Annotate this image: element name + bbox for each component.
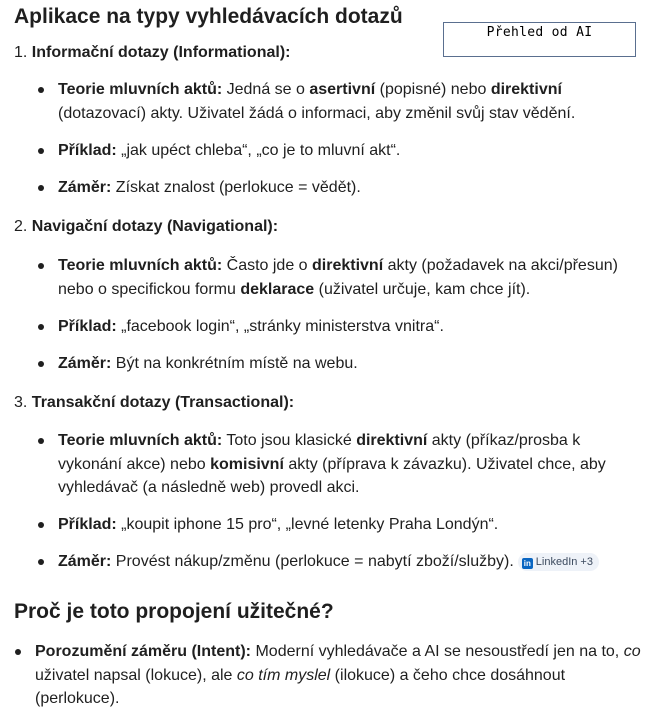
section-3-heading bbox=[14, 394, 294, 412]
bullet-label: Záměr: bbox=[58, 553, 112, 570]
section-title: Informační dotazy (Informational): bbox=[31, 44, 291, 61]
linkedin-icon: in bbox=[523, 559, 531, 568]
bullet-label: Záměr: bbox=[58, 355, 112, 372]
source-chip[interactable] bbox=[518, 553, 599, 571]
section-heading: Proč je toto propojení užitečné? bbox=[14, 600, 334, 623]
bullet-label: Teorie mluvních aktů: bbox=[58, 257, 223, 274]
bullet-italic: co bbox=[623, 643, 641, 660]
source-chip-label: LinkedIn +3 bbox=[535, 556, 593, 568]
bullet-text: akty (požadavek na akci/přesun) nebo o specifickou formu bbox=[58, 257, 618, 298]
bullet-text: akty (příprava k závazku). Uživatel chce, aby vyhledávač (a následně web) provedl akci. bbox=[58, 455, 606, 496]
bullet-text: „jak upéct chleba“, „co je to mluvní akt“. bbox=[116, 142, 401, 159]
section-number: 2. bbox=[14, 218, 28, 235]
bullet-text: (popisné) nebo bbox=[375, 81, 491, 98]
bullet-text: Provést nákup/změnu (perlokuce = nabytí zboží/služby). bbox=[111, 553, 514, 570]
bullet-emphasis: asertivní bbox=[309, 81, 376, 98]
page-title: Aplikace na typy vyhledávacích dotazů bbox=[14, 5, 403, 28]
bullet-text: Často jde o bbox=[222, 257, 313, 274]
bullet-text: Toto jsou klasické bbox=[222, 432, 357, 449]
bullet-text: akty (příkaz/prosba k vykonání akce) nebo bbox=[58, 432, 581, 473]
bullet-text: Získat znalost (perlokuce = vědět). bbox=[111, 179, 361, 196]
list-item bbox=[58, 550, 599, 574]
section-2-heading bbox=[14, 218, 278, 236]
section-number: 1. bbox=[14, 44, 28, 61]
list-item bbox=[58, 254, 638, 301]
list-item bbox=[58, 352, 358, 376]
section-number: 3. bbox=[14, 394, 28, 411]
bullet-emphasis: direktivní bbox=[312, 257, 384, 274]
list-item bbox=[58, 78, 638, 125]
bullet-text: (dotazovací) akty. Uživatel žádá o informaci, aby změnil svůj stav vědění. bbox=[58, 104, 576, 122]
bullet-text: „facebook login“, „stránky ministerstva vnitra“. bbox=[116, 318, 444, 335]
bullet-label: Teorie mluvních aktů: bbox=[58, 81, 223, 98]
bullet-text: (uživatel určuje, kam chce jít). bbox=[314, 280, 531, 298]
list-item bbox=[58, 513, 498, 537]
bullet-label: Příklad: bbox=[58, 142, 117, 159]
bullet-label: Příklad: bbox=[58, 516, 117, 533]
bullet-label: Porozumění záměru (Intent): bbox=[35, 643, 252, 660]
bullet-text: „koupit iphone 15 pro“, „levné letenky Praha Londýn“. bbox=[116, 516, 499, 533]
section-1-heading bbox=[14, 44, 290, 62]
ai-overview-label: Přehled od AI bbox=[443, 22, 636, 57]
bullet-text: (ilokuce) a čeho chce dosáhnout (perlokuce). bbox=[35, 666, 566, 707]
list-item bbox=[35, 640, 645, 711]
bullet-label: Teorie mluvních aktů: bbox=[58, 432, 223, 449]
section-title: Transakční dotazy (Transactional): bbox=[31, 394, 295, 411]
list-item bbox=[58, 429, 633, 500]
bullet-text: Být na konkrétním místě na webu. bbox=[111, 355, 358, 372]
section-title: Navigační dotazy (Navigational): bbox=[31, 218, 279, 235]
list-item bbox=[58, 176, 361, 200]
bullet-label: Příklad: bbox=[58, 318, 117, 335]
list-item bbox=[58, 315, 444, 339]
bullet-emphasis: deklarace bbox=[240, 280, 315, 298]
bullet-emphasis: direktivní bbox=[490, 81, 562, 98]
bullet-text: uživatel napsal (lokuce), ale bbox=[35, 666, 237, 684]
bullet-emphasis: komisivní bbox=[210, 455, 284, 473]
list-item bbox=[58, 139, 400, 163]
bullet-label: Záměr: bbox=[58, 179, 112, 196]
bullet-text: Jedná se o bbox=[222, 81, 310, 98]
bullet-text: Moderní vyhledávače a AI se nesoustředí jen na to, bbox=[251, 643, 624, 660]
bullet-emphasis: direktivní bbox=[356, 432, 428, 449]
bullet-italic: co tím myslel bbox=[236, 666, 331, 684]
